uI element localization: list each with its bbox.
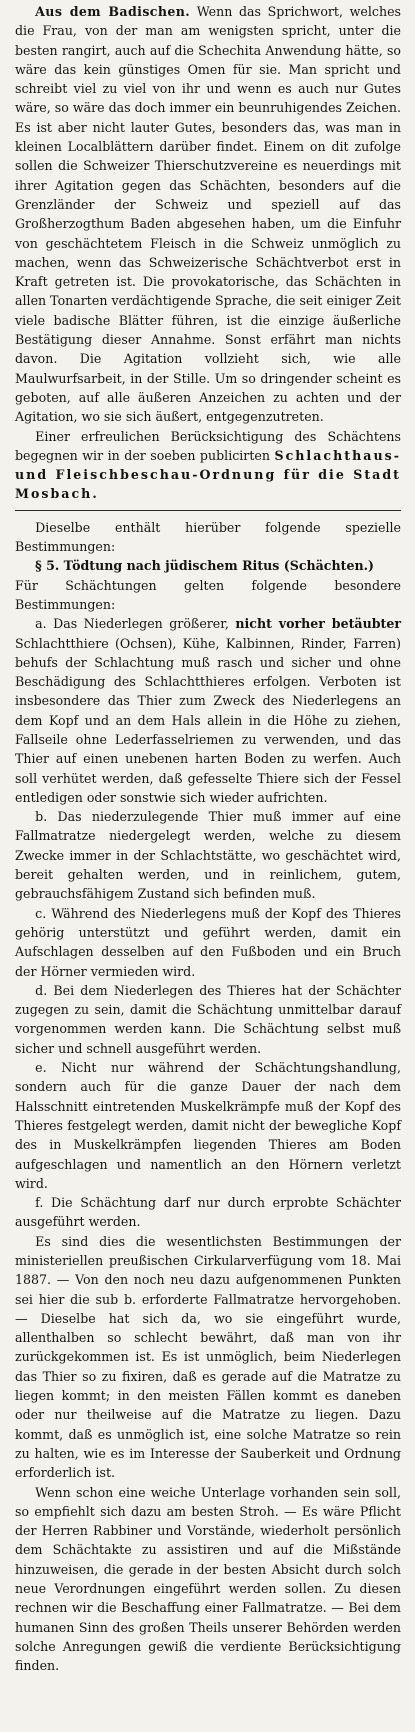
paragraph-ordinance-mention (15, 427, 401, 504)
provision-f: f. Die Schächtung darf nur durch erprobte Schächter ausgeführt werden. (15, 1195, 401, 1230)
paragraph-commentary: Es sind dies die wesentlichsten Bestimmungen der ministeriellen preußischen Cirkularverfügung vom 18. Mai 1887. — Von den noch neu dazu aufgenommenen Punkten sei hier die sub b. erforderte Fallmatratze hervorgehoben. — Dieselbe hat sich da, wo sie eingeführt wurde, allenthalben so schlecht bewährt, daß man von ihr zurückgekommen ist. Es ist unmöglich, beim Niederlegen das Thier so zu fixiren, daß es gerade auf die Matratze zu liegen kommt; in den meisten Fällen kommt es daneben oder nur theilweise auf die Matratze zu liegen. Dazu kommt, daß es unmöglich ist, eine solche Matratze so rein zu halten, wie es im Interesse der Sauberkeit und Ordnung erforderlich ist. (15, 1233, 401, 1481)
provision-b: b. Das niederzulegende Thier muß immer auf eine Fallmatratze niedergelegt werden, welche zu diesem Zwecke immer in der Schlachtstätte, wo geschächtet wird, bereit gehalten werden, und in reinlichem, gutem, gebrauchsfähigem Zustand sich befinden muß. (15, 809, 401, 902)
provision-a-lead: a. Das Niederlegen größerer, (35, 616, 229, 632)
article-column (15, 2, 401, 1676)
ordinance-title: Schlachthaus- und Fleischbeschau-Ordnung für die Stadt Mosbach. (15, 447, 401, 502)
paragraph-ordinance-text: Einer erfreulichen Berücksichtigung des Schächtens begegnen wir in der soeben publicirten (15, 428, 401, 463)
provision-a-text: Schlachtthiere (Ochsen), Kühe, Kalbinnen, Rinder, Farren) behufs der Schlachtung muß rasch und sicher und ohne Beschädigung des Schlachtthieres erfolgen. Verboten ist insbesondere das Thier zum Zweck des Niederlegens an dem Kopf und an dem Hals allein in die Höhe zu ziehen, Fallseile ohne Lederfasselriemen zu verwenden, und das Thier auf einen unebenen harten Boden zu werfen. Auch soll verhütet werden, daß gefesselte Thiere sich der Fessel entledigen oder sonstwie sich wieder aufrichten. (15, 635, 401, 805)
article-heading: Aus dem Badischen. (35, 4, 191, 19)
provision-a-emphasis: nicht vorher betäubter (235, 616, 401, 632)
section-intro: Für Schächtungen gelten folgende besondere Bestimmungen: (15, 577, 401, 612)
paragraph-intro (15, 2, 401, 427)
provision-c: c. Während des Niederlegens muß der Kopf des Thieres gehörig unterstützt und geführt werden, damit ein Aufschlagen desselben auf den Fußboden und ein Bruch der Hörner vermieden wird. (15, 905, 401, 979)
paragraph-intro-text: Wenn das Sprichwort, welches die Frau, von der man am wenigsten spricht, unter die besten rangirt, auch auf die Schechita Anwendung hätte, so wäre das kein günstiges Omen für sie. Man spricht und schreibt viel zu viel von ihr und wenn es auch nur Gutes wäre, so wäre das doch immer ein beunruhigendes Zeichen. Es ist aber nicht lauter Gutes, besonders das, was man in kleinen Localblättern darüber findet. Einem on dit zufolge sollen die Schweizer Thierschutzvereine es neuerdings mit ihrer Agitation gegen das Schächten, besonders auf die Grenzländer der Schweiz und speziell auf das Großherzogthum Baden abgesehen haben, um die Einfuhr von geschächtetem Fleisch in die Schweiz unmöglich zu machen, wenn das Schweizerische Schächtverbot erst in Kraft getreten ist. Die provokatorische, das Schächten in allen Tonarten verdächtigende Sprache, die seit einiger Zeit viele badische Blätter führen, ist die einzige äußerliche Bestätigung dieser Annahme. Sonst erfährt man nichts davon. Die Agitation vollzieht sich, wie alle Maulwurfsarbeit, in der Stille. Um so dringender scheint es geboten, auf alle äußeren Anzeichen zu achten und der Agitation, wo sie sich äußert, entgegenzutreten. (15, 4, 401, 425)
provision-d: d. Bei dem Niederlegen des Thieres hat der Schächter zugegen zu sein, damit die Schächtung unmittelbar darauf vorgenommen werden kann. Die Schächtung selbst muß sicher und schnell ausgeführt werden. (15, 982, 401, 1056)
provision-e: e. Nicht nur während der Schächtungshandlung, sondern auch für die ganze Dauer der nach dem Halsschnitt eintretenden Muskelkrämpfe muß der Kopf des Thieres festgelegt werden, damit nicht der bewegliche Kopf des in Muskelkrämpfen liegenden Thieres am Boden aufgeschlagen und namentlich an den Hörnern verletzt wird. (15, 1060, 401, 1191)
provision-a (15, 614, 401, 807)
paragraph-conclusion: Wenn schon eine weiche Unterlage vorhanden sein soll, so empfiehlt sich dazu am besten Stroh. — Es wäre Pflicht der Herren Rabbiner und Vorstände, wiederholt persönlich dem Schächtakte zu assistiren und auf die Mißstände hinzuweisen, die gerade in der besten Absicht durch solch neue Verordnungen eingeführt werden sollen. Zu diesen rechnen wir die Beschaffung einer Fallmatratze. — Bei dem humanen Sinn des großen Theils unserer Behörden werden solche Anregungen gewiß die verdiente Berücksichtigung finden. (15, 1484, 401, 1674)
section-title: § 5. Tödtung nach jüdischem Ritus (Schächten.) (35, 558, 374, 574)
paragraph-provisions-intro: Dieselbe enthält hierüber folgende spezielle Bestimmungen: (15, 519, 401, 555)
separator-rule (15, 510, 401, 511)
